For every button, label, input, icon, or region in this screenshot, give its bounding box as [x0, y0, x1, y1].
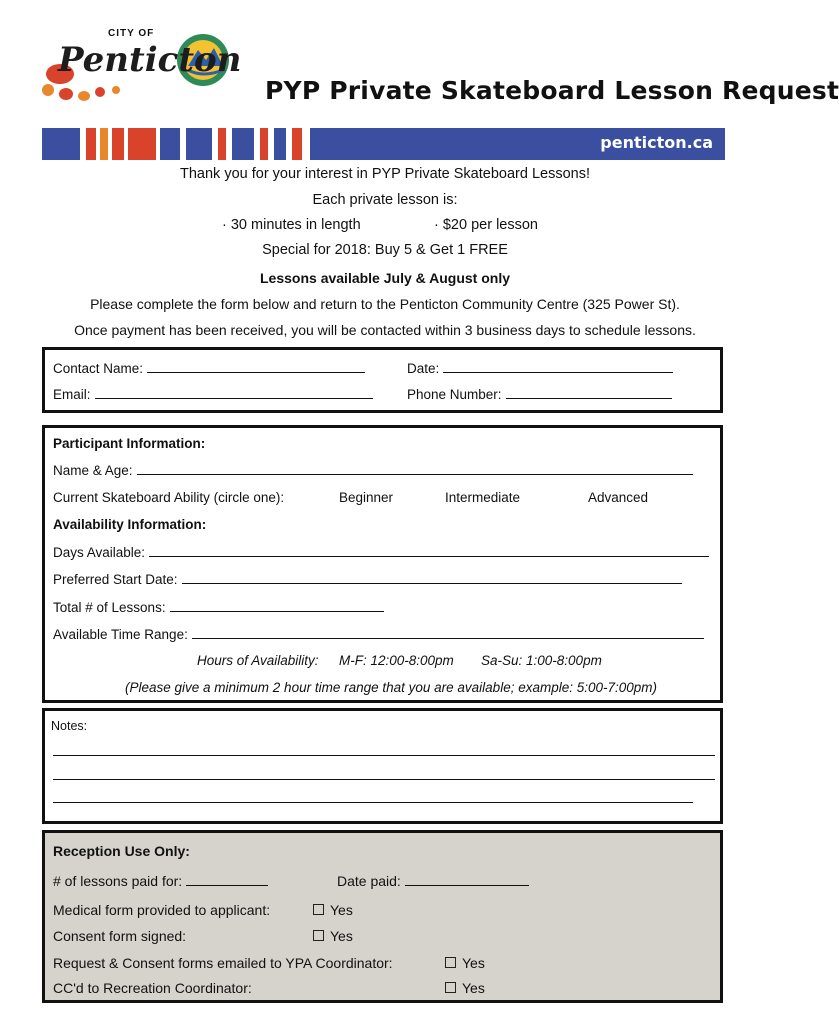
checkbox-icon — [313, 904, 324, 915]
intro-instructions: Please complete the form below and return to the Penticton Community Centre (325 Power St). — [90, 296, 680, 312]
lessons-paid-label: # of lessons paid for: — [53, 873, 183, 889]
days-available-field[interactable] — [53, 544, 709, 560]
reception-section — [42, 830, 723, 1003]
participant-section — [42, 425, 723, 703]
ability-beginner[interactable]: Beginner — [339, 490, 394, 505]
days-label: Days Available: — [53, 545, 146, 560]
notes-label: Notes: — [51, 719, 88, 733]
date-field[interactable] — [407, 360, 673, 376]
city-logo — [38, 22, 242, 114]
email-field[interactable] — [53, 386, 373, 402]
contact-section — [42, 347, 723, 413]
banner-stripe — [42, 128, 725, 160]
time-range-note: (Please give a minimum 2 hour time range that you are available; example: 5:00-7:00pm) — [125, 680, 658, 695]
checkbox-icon — [445, 957, 456, 968]
logo-name: Penticton — [58, 40, 242, 80]
reception-heading: Reception Use Only: — [53, 843, 190, 859]
intro-thanks: Thank you for your interest in PYP Private Skateboard Lessons! — [180, 166, 590, 182]
participant-heading: Participant Information: — [53, 436, 206, 451]
lessons-paid-field[interactable] — [53, 873, 268, 889]
cc-label: CC'd to Recreation Coordinator: — [53, 980, 252, 996]
consent-label: Consent form signed: — [53, 928, 187, 944]
phone-field[interactable] — [407, 386, 672, 402]
website-label: penticton.ca — [600, 133, 713, 152]
logo-city-of: CITY OF — [108, 28, 155, 39]
bullet-price: · $20 per lesson — [434, 217, 538, 233]
consent-checkbox[interactable]: Yes — [313, 928, 353, 944]
contact-name-label: Contact Name: — [53, 361, 144, 376]
page-title: PYP Private Skateboard Lesson Request — [265, 76, 839, 105]
notes-line — [53, 802, 693, 803]
phone-label: Phone Number: — [407, 387, 502, 402]
time-range-field[interactable] — [53, 626, 704, 642]
cc-checkbox[interactable]: Yes — [445, 980, 485, 996]
date-paid-label: Date paid: — [337, 873, 401, 889]
intro-availability: Lessons available July & August only — [260, 270, 510, 286]
ability-advanced[interactable]: Advanced — [588, 490, 649, 505]
ability-label: Current Skateboard Ability (circle one): — [53, 490, 285, 505]
notes-section[interactable] — [42, 708, 723, 824]
intro-each-lesson: Each private lesson is: — [312, 192, 458, 208]
hours-weekend: Sa-Su: 1:00-8:00pm — [481, 653, 602, 668]
medical-checkbox[interactable]: Yes — [313, 902, 353, 918]
name-age-label: Name & Age: — [53, 463, 133, 478]
total-lessons-field[interactable] — [53, 599, 384, 615]
checkbox-icon — [313, 930, 324, 941]
time-range-label: Available Time Range: — [53, 627, 188, 642]
bullet-length: · 30 minutes in length — [222, 217, 361, 233]
checkbox-icon — [445, 982, 456, 993]
date-label: Date: — [407, 361, 440, 376]
intro-payment: Once payment has been received, you will be contacted within 3 business days to schedule lessons. — [74, 322, 696, 338]
notes-line — [53, 779, 715, 780]
start-date-label: Preferred Start Date: — [53, 572, 178, 587]
name-age-field[interactable] — [53, 462, 693, 478]
contact-name-field[interactable] — [53, 360, 365, 376]
intro-special: Special for 2018: Buy 5 & Get 1 FREE — [262, 242, 508, 258]
ability-intermediate[interactable]: Intermediate — [445, 490, 521, 505]
emailed-label: Request & Consent forms emailed to YPA Coordinator: — [53, 955, 393, 971]
hours-weekday: M-F: 12:00-8:00pm — [339, 653, 454, 668]
total-lessons-label: Total # of Lessons: — [53, 600, 166, 615]
email-label: Email: — [53, 387, 91, 402]
date-paid-field[interactable] — [337, 873, 529, 889]
hours-label: Hours of Availability: — [197, 653, 319, 668]
notes-line — [53, 755, 715, 756]
medical-label: Medical form provided to applicant: — [53, 902, 271, 918]
emailed-checkbox[interactable]: Yes — [445, 955, 485, 971]
start-date-field[interactable] — [53, 571, 682, 587]
availability-heading: Availability Information: — [53, 517, 207, 532]
